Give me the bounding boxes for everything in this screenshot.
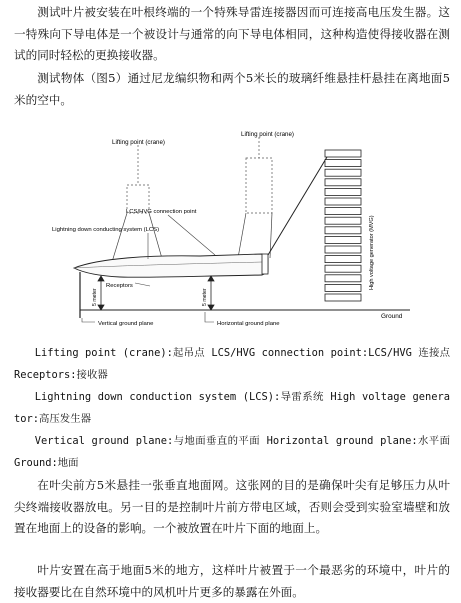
blade-shape [74,254,268,277]
generator-stage [325,227,361,234]
generator-stage [325,188,361,195]
generator-stage [325,179,361,186]
legend-line-2: Lightning down conduction system (LCS):导雷系统 High voltage generator:高压发生器 [14,391,450,425]
generator-stage [325,160,361,167]
legend-line-1: Lifting point (crane):起吊点 LCS/HVG connection point:LCS/HVG 连接点 Receptors:接收器 [14,347,450,381]
paragraph-test-object: 测试物体（图5）通过尼龙编织物和两个5米长的玻璃纤维悬挂杆悬挂在离地面5米的空中。 [14,71,450,107]
label-receptors: Receptors [106,283,133,289]
generator-stage [325,275,361,282]
generator-stage [325,256,361,263]
paragraph-blade-mounting: 测试叶片被安装在叶根终端的一个特殊导雷连接器因而可连接高电压发生器。这一特殊向下导电体是一个被设计与通常的向下导电体相同，这种构造使得接收器在测试的同时轻松的更换接收器。 [14,5,450,62]
generator-stage [325,236,361,243]
generator-stage [325,294,361,301]
generator-stage [325,265,361,272]
label-lifting-point-left: Lifting point (crane) [112,139,165,146]
generator-stage [325,208,361,215]
generator-stage [325,150,361,157]
legend-line-3: Vertical ground plane:与地面垂直的平面 Horizontal ground plane:水平面 Ground:地面 [14,435,450,469]
paragraph-vertical-net: 在叶尖前方5米悬挂一张垂直地面网。这张网的目的是确保叶尖有足够压力从叶尖终端接收器放电。另一目的是控制叶片前方带电区域，否则会受到实验室墙壁和放置在地面上的设备的影响。一个被放置在叶片下面的地面上。 [14,478,450,535]
generator-stage [325,246,361,253]
lifting-frame-right [246,158,272,213]
label-lcs-hvg-connection: LCS/HVG connection point [126,209,197,215]
label-ldcs: Lightning down conducting system (LCS) [52,227,160,233]
label-vertical-ground-plane: Vertical ground plane [98,321,154,327]
paragraph-blade-height: 叶片安置在高于地面5米的地方，这样叶片被置于一个最恶劣的环境中，叶片的接收器要比在自然环境中的风机叶片更多的暴露在外面。 [14,563,450,599]
high-voltage-generator-stack [325,150,361,301]
generator-stage [325,217,361,224]
label-5-meter-left: 5 meter [92,288,98,306]
generator-stage [325,198,361,205]
hv-lead [268,157,327,255]
label-ground: Ground [381,313,403,320]
label-lifting-point-right: Lifting point (crane) [241,131,294,138]
figure-test-setup [0,110,461,332]
generator-stage [325,169,361,176]
label-high-voltage-generator: High voltage generator (MVG) [369,215,375,290]
generator-stage [325,284,361,291]
label-5-meter-right: 5 meter [202,288,208,306]
label-horizontal-ground-plane: Horizontal ground plane [217,321,280,327]
